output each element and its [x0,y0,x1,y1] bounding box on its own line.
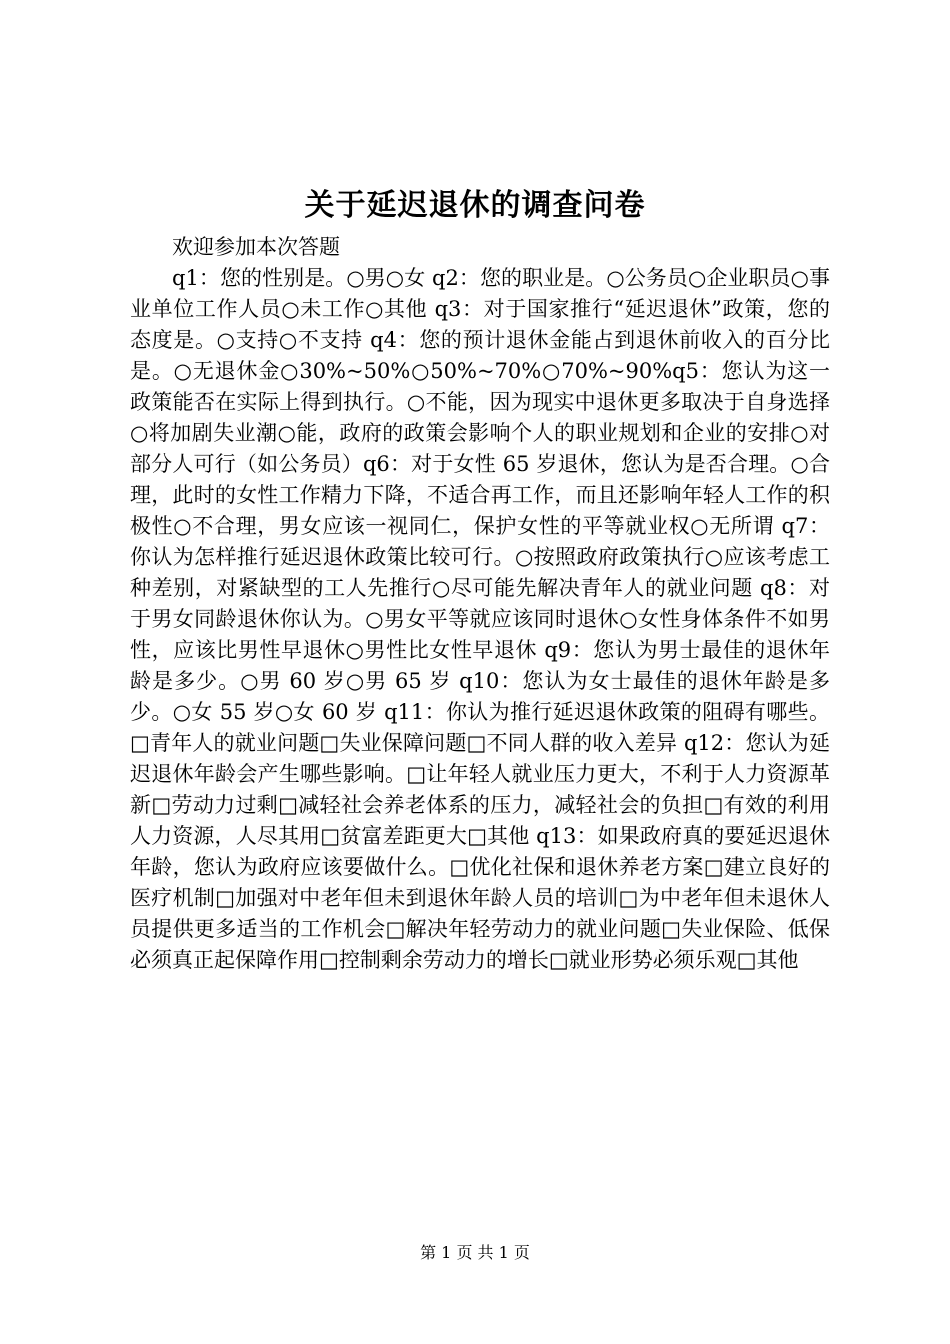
questionnaire-paragraph: q1：您的性别是。○男○女 q2：您的职业是。○公务员○企业职员○事业单位工作人员○未工作○其他 q3：对于国家推行“延迟退休”政策，您的态度是。○支持○不支持 q4：您的预计退休金能占到退休前收入的百分比是。○无退休金○30%~50%○50%~70%○70%~90%q5：您认为这一政策能否在实际上得到执行。○不能，因为现实中退休更多取决于自身选择○将加剧失业潮○能，政府的政策会影响个人的职业规划和企业的安排○对部分人可行（如公务员）q6：对于女性 65 岁退休，您认为是否合理。○合理，此时的女性工作精力下降，不适合再工作，而且还影响年轻人工作的积极性○不合理，男女应该一视同仁，保护女性的平等就业权○无所谓 q7：你认为怎样推行延迟退休政策比较可行。○按照政府政策执行○应该考虑工种差别，对紧缺型的工人先推行○尽可能先解决青年人的就业问题 q8：对于男女同龄退休你认为。○男女平等就应该同时退休○女性身体条件不如男性，应该比男性早退休○男性比女性早退休 q9：您认为男士最佳的退休年龄是多少。○男 60 岁○男 65 岁 q10：您认为女士最佳的退休年龄是多少。○女 55 岁○女 60 岁 q11：你认为推行延迟退休政策的阻碍有哪些。□青年人的就业问题□失业保障问题□不同人群的收入差异 q12：您认为延迟退休年龄会产生哪些影响。□让年轻人就业压力更大，不利于人力资源革新□劳动力过剩□减轻社会养老体系的压力，减轻社会的负担□有效的利用人力资源，人尽其用□贫富差距更大□其他 q13：如果政府真的要延迟退休年龄，您认为政府应该要做什么。□优化社保和退休养老方案□建立良好的医疗机制□加强对中老年但未到退休年龄人员的培训□为中老年但未退休人员提供更多适当的工作机会□解决年轻劳动力的就业问题□失业保险、低保必须真正起保障作用□控制剩余劳动力的增长□就业形势必须乐观□其他 [130,266,830,972]
intro-paragraph: 欢迎参加本次答题 [172,235,340,259]
page-footer: 第 1 页 共 1 页 [420,1243,530,1262]
document-body [130,232,830,976]
document-title: 关于延迟退休的调查问卷 [304,188,646,223]
